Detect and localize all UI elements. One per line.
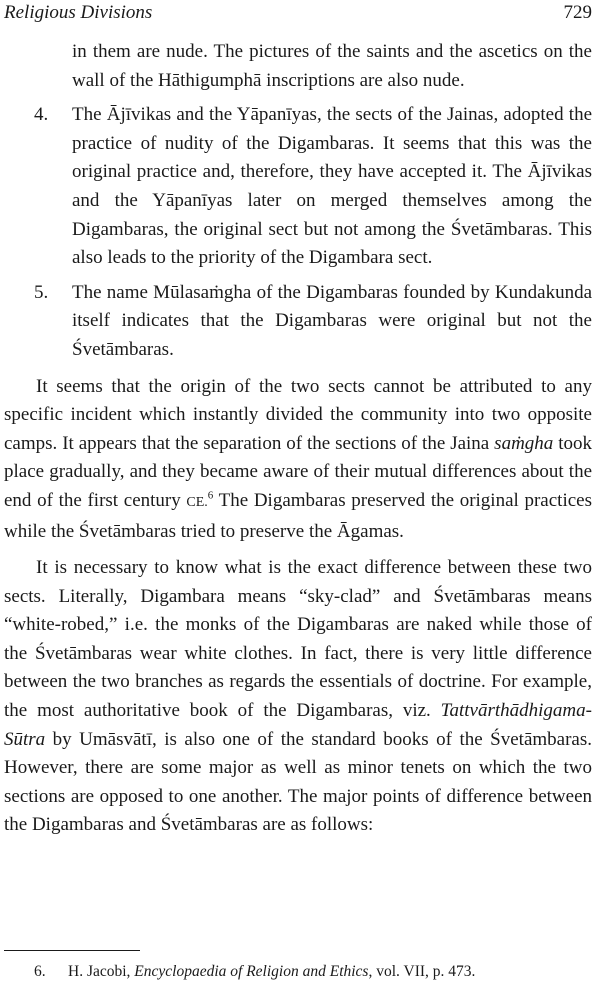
footnote-work-title: Encyclopaedia of Religion and Ethics xyxy=(134,963,369,980)
continued-list-text xyxy=(0,38,600,95)
italic-book-title: Tattvārthādhigama-Sūtra xyxy=(4,700,592,750)
paragraph-origin-of-sects xyxy=(0,373,600,547)
list-item-5 xyxy=(0,279,600,365)
paragraph-text: The Digambaras preserved the original practices while the Śvetāmbaras tried to preserve the Āgamas. xyxy=(4,489,592,542)
list-item-number: 4. xyxy=(34,104,49,126)
continuation-paragraph: in them are nude. The pictures of the saints and the ascetics on the wall of the Hāthigumphā inscriptions are also nude. xyxy=(72,41,592,91)
paragraph-text: It is necessary to know what is the exact difference between these two sects. Literally, Digambara means “sky-clad” and Śvetāmbaras means “white-robed,” i.e. the monks of the Digambaras are naked while those of the Śvetāmbaras wear white clothes. In fact, there is very little difference between the two branches as regards the essentials of doctrine. For example, the most authoritative book of the Digambaras, viz. xyxy=(4,557,592,722)
list-item-text: The name Mūlasaṁgha of the Digambaras founded by Kundakunda itself indicates that the Digambaras were original but not the Śvetāmbaras. xyxy=(72,281,592,360)
footnote-author: H. Jacobi, xyxy=(68,963,135,980)
footnote-details: , vol. VII, p. 473. xyxy=(368,963,476,980)
list-item-text: The Ājīvikas and the Yāpanīyas, the sects of the Jainas, adopted the practice of nudity of the Digambaras. It seems that this was the original practice and, therefore, they have accepted it. The Ājīvikas and the Yāpanīyas later on merged themselves among the Digambaras, the original sect but not among the Śvetāmbaras. This also leads to the priority of the Digambara sect. xyxy=(72,104,592,269)
page-number: 729 xyxy=(563,2,592,23)
list-item-number: 5. xyxy=(34,281,49,303)
paragraph-text: took place gradually, and they became aware of their mutual differences about the end of the first century xyxy=(4,432,593,511)
body-text xyxy=(0,38,600,840)
footnote-divider xyxy=(4,950,140,951)
italic-term: saṁgha xyxy=(494,432,554,454)
era-abbreviation: CE. xyxy=(186,494,208,510)
paragraph-difference-between-sects xyxy=(0,554,600,840)
list-item-4 xyxy=(0,101,600,273)
footnote-reference[interactable]: 6 xyxy=(207,489,214,502)
running-head-title: Religious Divisions xyxy=(4,2,153,23)
footnote xyxy=(34,962,592,982)
running-head xyxy=(4,0,592,26)
paragraph-text: It seems that the origin of the two sects cannot be attributed to any specific incident which instantly divided the community into two opposite camps. It appears that the separation of the sections of the Jaina xyxy=(4,375,592,454)
paragraph-text: by Umāsvātī, is also one of the standard books of the Śvetāmbaras. However, there are some major as well as minor tenets on which the two sections are opposed to one another. The major points of difference between the Digambaras and Śvetāmbaras are as follows: xyxy=(4,728,592,836)
footnote-number: 6. xyxy=(34,963,46,980)
